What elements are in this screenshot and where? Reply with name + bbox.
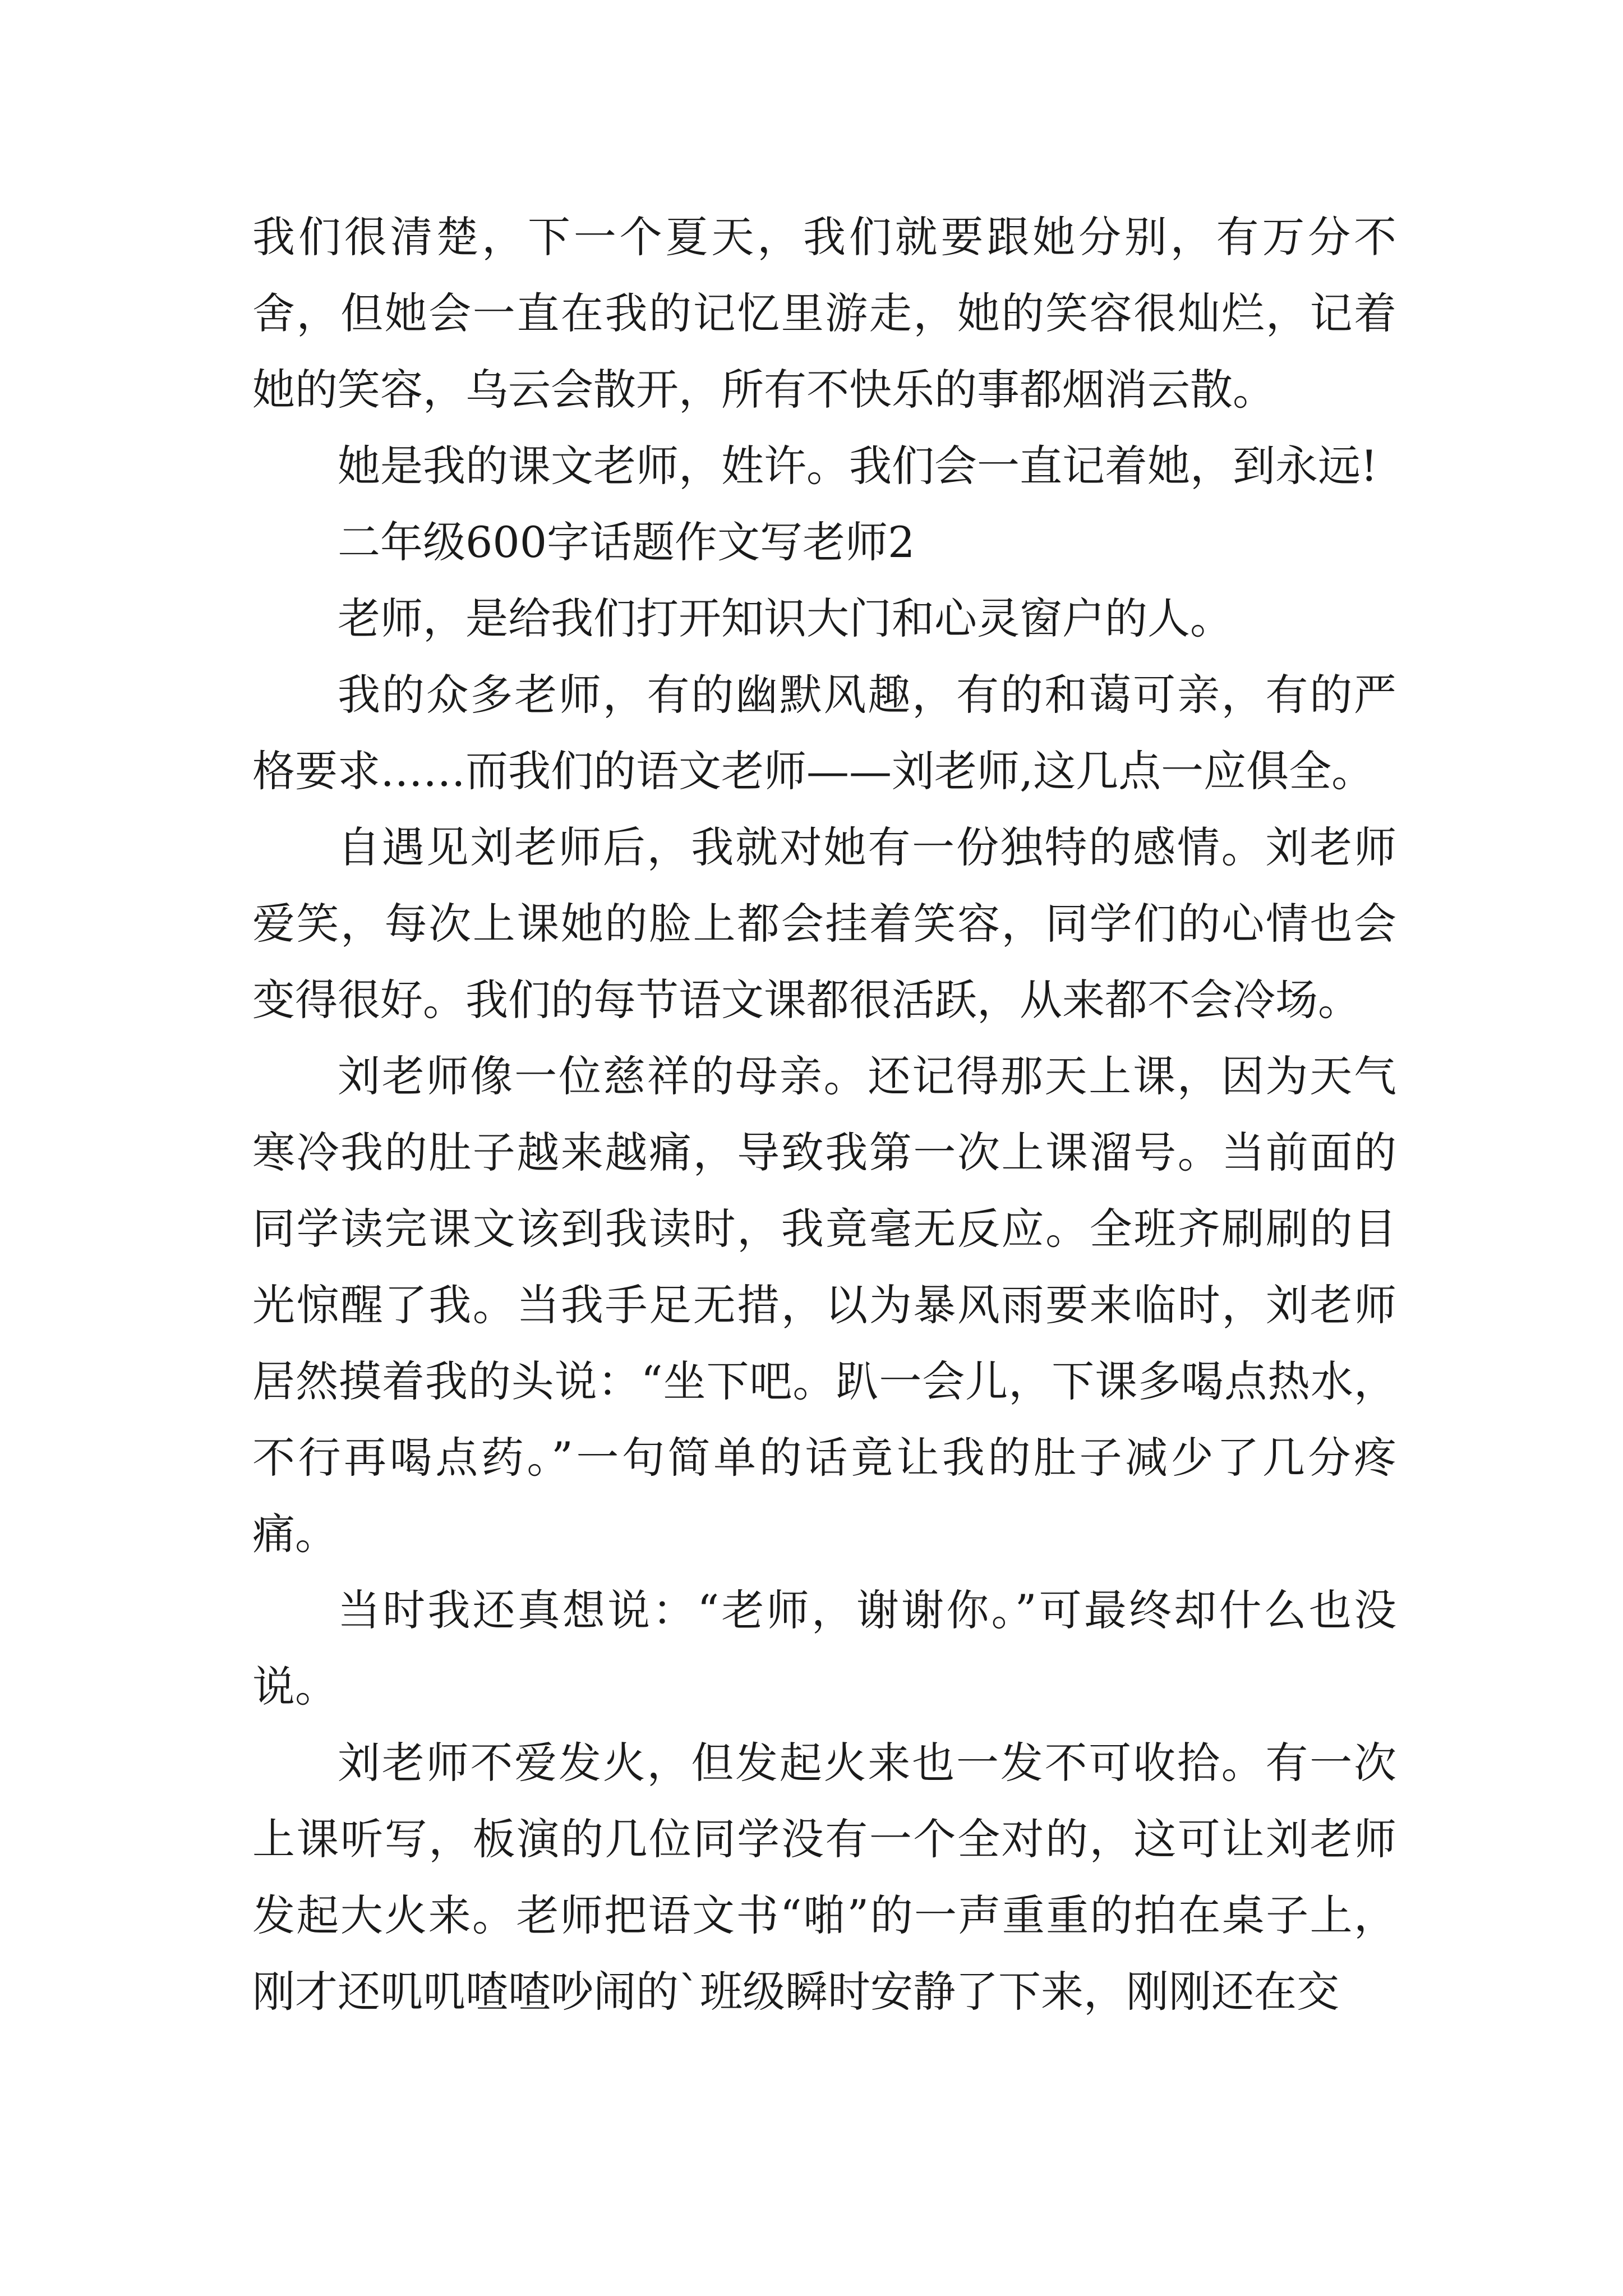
paragraph: 她是我的课文老师，姓许。我们会一直记着她，到永远! bbox=[338, 441, 1378, 491]
paragraph: 当时我还真想说：“老师，谢谢你。”可最终却什么也没说。 bbox=[252, 1585, 1396, 1711]
paragraph: 自遇见刘老师后，我就对她有一份独特的感情。刘老师爱笑，每次上课她的脸上都会挂着笑容，同学们的心情也会变得很好。我们的每节语文课都很活跃，从来都不会冷场。 bbox=[252, 822, 1396, 1025]
paragraph: 刘老师不爱发火，但发起火来也一发不可收拾。有一次上课听写，板演的几位同学没有一个全对的，这可让刘老师发起大火来。老师把语文书“啪”的一声重重的拍在桌子上，刚才还叽叽喳喳吵闹的`班级瞬时安静了下来，刚刚还在交 bbox=[252, 1738, 1396, 2017]
document-body bbox=[252, 199, 1396, 2030]
paragraph-continued: 我们很清楚，下一个夏天，我们就要跟她分别，有万分不舍，但她会一直在我的记忆里游走，她的笑容很灿烂，记着她的笑容，乌云会散开，所有不快乐的事都烟消云散。 bbox=[252, 212, 1396, 415]
section-title: 二年级600字话题作文写老师2 bbox=[338, 517, 915, 567]
paragraph: 我的众多老师，有的幽默风趣，有的和蔼可亲，有的严格要求……而我们的语文老师——刘老师,这几点一应俱全。 bbox=[252, 670, 1396, 796]
paragraph: 老师，是给我们打开知识大门和心灵窗户的人。 bbox=[338, 593, 1233, 643]
paragraph: 刘老师像一位慈祥的母亲。还记得那天上课，因为天气寒冷我的肚子越来越痛，导致我第一次上课溜号。当前面的同学读完课文该到我读时，我竟毫无反应。全班齐刷刷的目光惊醒了我。当我手足无措，以为暴风雨要来临时，刘老师居然摸着我的头说：“坐下吧。趴一会儿，下课多喝点热水，不行再喝点药。”一句简单的话竟让我的肚子减少了几分疼痛。 bbox=[252, 1051, 1396, 1559]
